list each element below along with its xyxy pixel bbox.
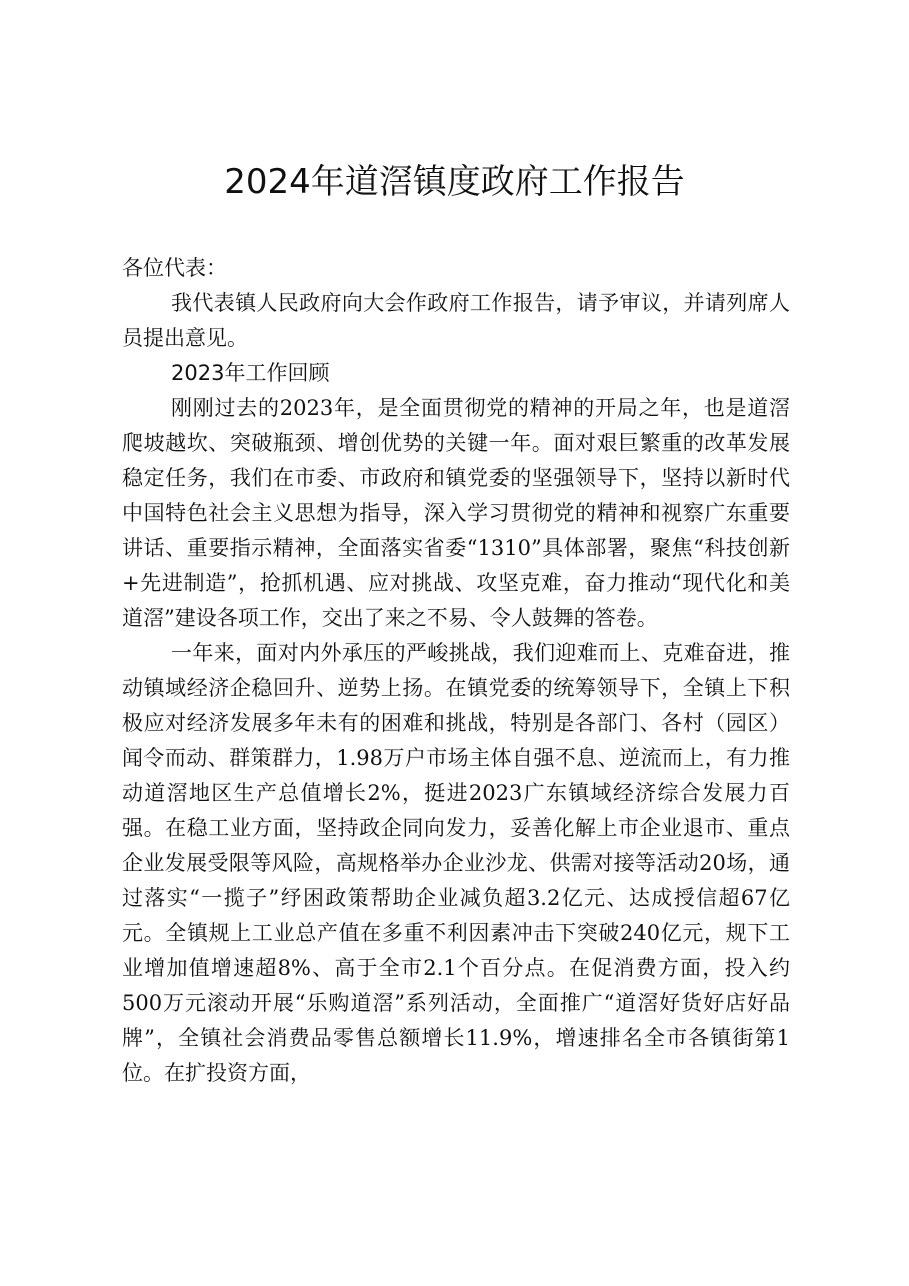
- document-body: [122, 251, 790, 1091]
- salutation: 各位代表：: [122, 256, 227, 280]
- intro-paragraph: 我代表镇人民政府向大会作政府工作报告，请予审议，并请列席人员提出意见。: [122, 291, 790, 350]
- document-title: 2024年道滘镇度政府工作报告: [224, 162, 685, 202]
- body-paragraph: 一年来，面对内外承压的严峻挑战，我们迎难而上、克难奋进，推动镇域经济企稳回升、逆势上扬。在镇党委的统筹领导下，全镇上下积极应对经济发展多年未有的困难和挑战，特别是各部门、各村（园区）闻令而动、群策群力，1.98万户市场主体自强不息、逆流而上，有力推动道滘地区生产总值增长2%，挺进2023广东镇域经济综合发展力百强。在稳工业方面，坚持政企同向发力，妥善化解上市企业退市、重点企业发展受限等风险，高规格举办企业沙龙、供需对接等活动20场，通过落实“一揽子”纾困政策帮助企业减负超3.2亿元、达成授信超67亿元。全镇规上工业总产值在多重不利因素冲击下突破240亿元，规下工业增加值增速超8%、高于全市2.1个百分点。在促消费方面，投入约500万元滚动开展“乐购道滘”系列活动，全面推广“道滘好货好店好品牌”，全镇社会消费品零售总额增长11.9%，增速排名全市各镇街第1位。在扩投资方面，: [122, 641, 790, 1085]
- body-paragraph: 刚刚过去的2023年，是全面贯彻党的精神的开局之年，也是道滘爬坡越坎、突破瓶颈、增创优势的关键一年。面对艰巨繁重的改革发展稳定任务，我们在市委、市政府和镇党委的坚强领导下，坚持以新时代中国特色社会主义思想为指导，深入学习贯彻党的精神和视察广东重要讲话、重要指示精神，全面落实省委“1310”具体部署，聚焦“科技创新+先进制造”，抢抓机遇、应对挑战、攻坚克难，奋力推动“现代化和美道滘”建设各项工作，交出了来之不易、令人鼓舞的答卷。: [122, 396, 790, 630]
- section-heading: 2023年工作回顾: [171, 361, 330, 385]
